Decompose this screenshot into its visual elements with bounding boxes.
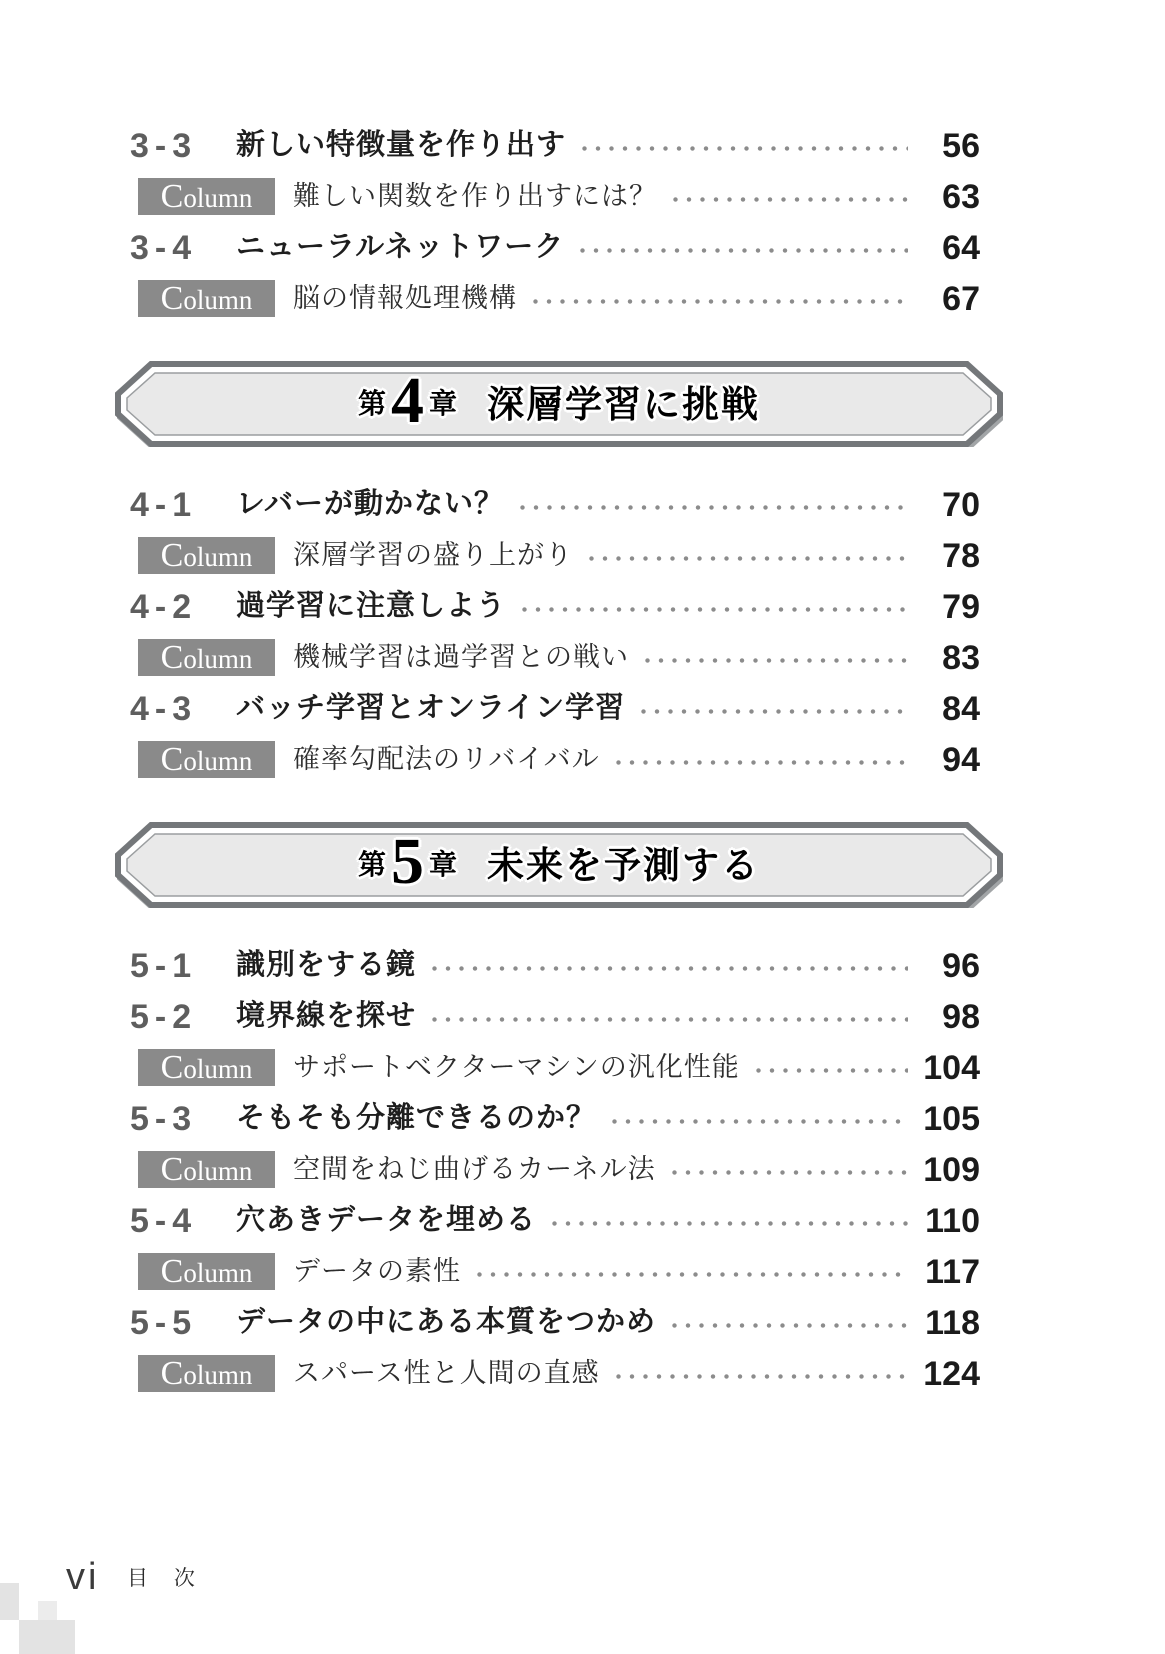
dot-leader: [432, 966, 908, 971]
entry-number: 4-1: [130, 485, 198, 524]
entry-page: 94: [942, 740, 980, 779]
entry-title: バッチ学習とオンライン学習: [236, 692, 626, 724]
entry-page: 110: [925, 1201, 980, 1240]
toc-column-row: [130, 1042, 980, 1093]
column-badge: [138, 741, 275, 778]
entry-title: 脳の情報処理機構: [293, 283, 517, 313]
dot-leader: [522, 607, 908, 612]
dot-leader: [616, 1374, 908, 1379]
column-badge: [138, 1355, 275, 1392]
entry-title: そもそも分離できるのか？: [236, 1102, 597, 1134]
toc-column-row: [130, 632, 980, 683]
entry-title: 穴あきデータを埋める: [236, 1204, 537, 1236]
column-badge-label: Column: [160, 1354, 253, 1392]
toc-entry-row: [130, 940, 980, 991]
entry-title: 識別をする鏡: [236, 949, 417, 981]
entry-page: 70: [942, 485, 980, 524]
toc-entry-row: [130, 683, 980, 734]
column-badge: [138, 639, 275, 676]
entry-title: 空間をねじ曲げるカーネル法: [293, 1154, 656, 1184]
entry-title: 新しい特徴量を作り出す: [236, 129, 567, 161]
column-badge-label: Column: [160, 740, 253, 778]
chapter-suffix: 章: [429, 388, 458, 419]
entry-page: 109: [923, 1150, 980, 1189]
entry-page: 67: [942, 279, 980, 318]
column-badge: [138, 1253, 275, 1290]
entry-page: 118: [925, 1303, 980, 1342]
toc-entry-row: [130, 222, 980, 273]
footer-section-label: 目 次: [127, 1567, 205, 1590]
dot-leader: [645, 658, 908, 663]
entry-number: 3-4: [130, 228, 198, 267]
chapter-number: 5: [391, 824, 424, 898]
chapter-prefix: 第: [357, 849, 386, 880]
entry-title: 境界線を探せ: [236, 1000, 417, 1032]
entry-page: 83: [942, 638, 980, 677]
chapter-suffix: 章: [429, 849, 458, 880]
entry-page: 64: [942, 228, 980, 267]
entry-page: 117: [925, 1252, 980, 1291]
toc-entry-row: [130, 581, 980, 632]
dot-leader: [672, 1323, 908, 1328]
column-badge: [138, 280, 275, 317]
dot-leader: [580, 248, 908, 253]
dot-leader: [477, 1272, 908, 1277]
toc-column-row: [130, 1348, 980, 1399]
entry-page: 79: [942, 587, 980, 626]
entry-title: 難しい関数を作り出すには？: [293, 181, 657, 211]
entry-page: 96: [942, 946, 980, 985]
toc-column-row: [130, 273, 980, 324]
entry-title: 確率勾配法のリバイバル: [293, 744, 600, 774]
entry-number: 5-5: [130, 1303, 198, 1342]
entry-title: レバーが動かない？: [236, 488, 504, 520]
column-badge-label: Column: [160, 279, 253, 317]
dot-leader: [552, 1221, 908, 1226]
chapter-banner-label: [115, 361, 1003, 447]
dot-leader: [589, 556, 908, 561]
entry-number: 5-2: [130, 997, 198, 1036]
column-badge: [138, 178, 275, 215]
entry-number: 4-2: [130, 587, 198, 626]
dot-leader: [756, 1068, 908, 1073]
column-badge-label: Column: [160, 1252, 253, 1290]
footer-page-number: vi: [66, 1556, 100, 1598]
corner-decoration-block: [0, 1583, 19, 1620]
entry-title: ニューラルネットワーク: [236, 231, 565, 263]
toc-entry-row: [130, 1093, 980, 1144]
column-badge-label: Column: [160, 536, 253, 574]
entry-page: 63: [942, 177, 980, 216]
corner-decoration-block: [38, 1601, 57, 1620]
entry-number: 5-3: [130, 1099, 198, 1138]
dot-leader: [432, 1017, 908, 1022]
toc-column-row: [130, 1144, 980, 1195]
dot-leader: [673, 197, 908, 202]
dot-leader: [641, 709, 908, 714]
chapter-prefix: 第: [357, 388, 386, 419]
entry-title: データの中にある本質をつかめ: [236, 1306, 657, 1338]
entry-number: 5-1: [130, 946, 198, 985]
toc-entry-row: [130, 120, 980, 171]
entry-title: 深層学習の盛り上がり: [293, 540, 573, 570]
dot-leader: [672, 1170, 908, 1175]
dot-leader: [612, 1119, 908, 1124]
entry-page: 105: [923, 1099, 980, 1138]
column-badge-label: Column: [160, 638, 253, 676]
toc-entry-row: [130, 991, 980, 1042]
toc-column-row: [130, 530, 980, 581]
chapter-banner-label: [115, 822, 1003, 908]
chapter-number: 4: [391, 363, 424, 437]
entry-title: 過学習に注意しよう: [236, 590, 507, 622]
chapter-banner: [115, 361, 1003, 447]
toc-column-row: [130, 1246, 980, 1297]
toc-column-row: [130, 171, 980, 222]
entry-page: 78: [942, 536, 980, 575]
toc-list: [130, 120, 980, 1399]
column-badge-label: Column: [160, 1150, 253, 1188]
entry-page: 84: [942, 689, 980, 728]
column-badge-label: Column: [160, 177, 253, 215]
entry-page: 104: [923, 1048, 980, 1087]
dot-leader: [520, 505, 908, 510]
dot-leader: [533, 299, 908, 304]
column-badge: [138, 537, 275, 574]
toc-entry-row: [130, 1195, 980, 1246]
column-badge-label: Column: [160, 1048, 253, 1086]
entry-title: サポートベクターマシンの汎化性能: [293, 1052, 740, 1082]
chapter-title: 未来を予測する: [487, 844, 761, 886]
chapter-title: 深層学習に挑戦: [487, 383, 761, 425]
column-badge: [138, 1049, 275, 1086]
entry-title: 機械学習は過学習との戦い: [293, 642, 629, 672]
chapter-banner: [115, 822, 1003, 908]
entry-page: 98: [942, 997, 980, 1036]
dot-leader: [616, 760, 908, 765]
entry-title: データの素性: [293, 1256, 461, 1286]
toc-column-row: [130, 734, 980, 785]
entry-page: 56: [942, 126, 980, 165]
dot-leader: [582, 146, 908, 151]
corner-decoration-block: [19, 1620, 75, 1654]
entry-page: 124: [923, 1354, 980, 1393]
entry-number: 4-3: [130, 689, 198, 728]
toc-entry-row: [130, 1297, 980, 1348]
entry-title: スパース性と人間の直感: [293, 1358, 600, 1388]
column-badge: [138, 1151, 275, 1188]
entry-number: 3-3: [130, 126, 198, 165]
toc-entry-row: [130, 479, 980, 530]
entry-number: 5-4: [130, 1201, 198, 1240]
